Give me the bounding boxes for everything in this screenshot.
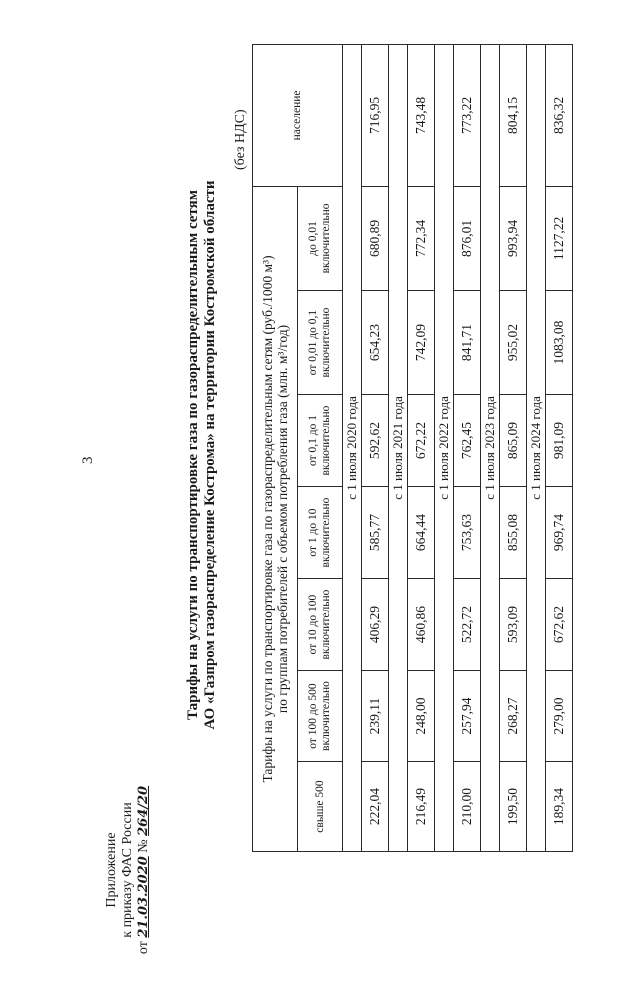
- tariff-value: 279,00: [546, 671, 573, 762]
- period-label: с 1 июля 2022 года: [435, 44, 454, 851]
- tariff-value: 406,29: [362, 579, 389, 671]
- column-header: от 1 до 10 включительно: [298, 487, 343, 579]
- tariff-value: 654,23: [362, 291, 389, 395]
- period-row: [527, 44, 546, 851]
- table-row: [500, 44, 527, 851]
- header-line-1: Тарифы на услуги по транспортировке газа по газораспределительным сетям (руб./1000 м³): [260, 255, 275, 783]
- table-main-header: [253, 186, 298, 851]
- period-row: [435, 44, 454, 851]
- title-line-1: Тарифы на услуги по транспортировке газа по газораспределительным сетям: [185, 190, 201, 720]
- tariff-value: 239,11: [362, 671, 389, 762]
- tariff-value: 804,15: [500, 44, 527, 186]
- tariff-value: 672,22: [408, 395, 435, 487]
- period-row: [343, 44, 362, 851]
- order-reference: к приказу ФАС России: [120, 802, 135, 938]
- period-label: с 1 июля 2024 года: [527, 44, 546, 851]
- tariff-value: 969,74: [546, 487, 573, 579]
- tariff-value: 753,63: [454, 487, 481, 579]
- tariff-value: 585,77: [362, 487, 389, 579]
- table-row: [454, 44, 481, 851]
- header-line-2: по группам потребителей с объемом потребления газа (млн. м³/год): [275, 324, 290, 714]
- appendix-label: Приложение: [104, 832, 119, 908]
- tariff-value: 593,09: [500, 579, 527, 671]
- table-row: [546, 44, 573, 851]
- appendix-block: [104, 750, 152, 990]
- period-row: [481, 44, 500, 851]
- column-header: от 0,1 до 1 включительно: [298, 395, 343, 487]
- column-header: от 10 до 100 включительно: [298, 579, 343, 671]
- column-header: до 0,01 включительно: [298, 186, 343, 290]
- order-number: 264/20: [136, 785, 151, 836]
- column-header-population: население: [253, 44, 343, 186]
- tariff-value: 773,22: [454, 44, 481, 186]
- document-title: [185, 125, 219, 785]
- tariff-value: 855,08: [500, 487, 527, 579]
- tariff-value: 841,71: [454, 291, 481, 395]
- tariff-value: 522,72: [454, 579, 481, 671]
- tariff-value: 955,02: [500, 291, 527, 395]
- table-row: [408, 44, 435, 851]
- tariff-value: 772,34: [408, 186, 435, 290]
- title-line-2: АО «Газпром газораспределение Кострома» на территории Костромской области: [202, 180, 218, 730]
- tariff-value: 216,49: [408, 762, 435, 852]
- tariff-value: 592,62: [362, 395, 389, 487]
- page-number: 3: [80, 456, 96, 464]
- column-header: свыше 500: [298, 762, 343, 852]
- tariff-value: 762,45: [454, 395, 481, 487]
- tariff-value: 460,86: [408, 579, 435, 671]
- tariff-value: 876,01: [454, 186, 481, 290]
- column-header: от 100 до 500 включительно: [298, 671, 343, 762]
- column-header: от 0,01 до 0,1 включительно: [298, 291, 343, 395]
- tariff-table: [252, 44, 573, 852]
- tariff-value: 222,04: [362, 762, 389, 852]
- tariff-value: 210,00: [454, 762, 481, 852]
- tariff-value: 189,34: [546, 762, 573, 852]
- tariff-value: 199,50: [500, 762, 527, 852]
- tariff-value: 1127,22: [546, 186, 573, 290]
- table-header-row: [253, 44, 298, 851]
- tariff-value: 993,94: [500, 186, 527, 290]
- tariff-value: 742,09: [408, 291, 435, 395]
- period-label: с 1 июля 2021 года: [389, 44, 408, 851]
- tariff-value: 743,48: [408, 44, 435, 186]
- tariff-value: 836,32: [546, 44, 573, 186]
- tariff-value: 680,89: [362, 186, 389, 290]
- period-label: с 1 июля 2020 года: [343, 44, 362, 851]
- tariff-value: 248,00: [408, 671, 435, 762]
- tariff-value: 268,27: [500, 671, 527, 762]
- tariff-value: 865,09: [500, 395, 527, 487]
- order-date-number: [136, 750, 152, 990]
- order-date: 21.03.2020: [136, 856, 151, 938]
- period-label: с 1 июля 2023 года: [481, 44, 500, 851]
- table-row: [362, 44, 389, 851]
- tariff-value: 981,09: [546, 395, 573, 487]
- order-number-sign: №: [136, 839, 151, 853]
- vat-note: (без НДС): [233, 109, 248, 170]
- tariff-value: 664,44: [408, 487, 435, 579]
- tariff-value: 716,95: [362, 44, 389, 186]
- order-date-prefix: от: [136, 941, 151, 955]
- period-row: [389, 44, 408, 851]
- tariff-value: 1083,08: [546, 291, 573, 395]
- tariff-value: 672,62: [546, 579, 573, 671]
- tariff-value: 257,94: [454, 671, 481, 762]
